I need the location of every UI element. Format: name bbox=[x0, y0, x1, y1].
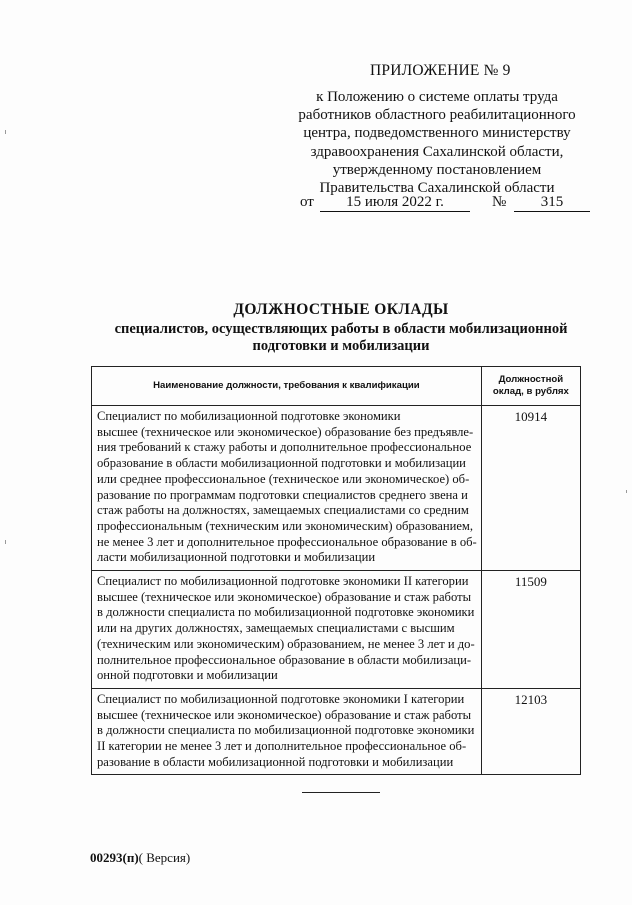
salary-amount: 10914 bbox=[481, 406, 580, 571]
table-header-row bbox=[92, 367, 581, 406]
order-number: 315 bbox=[514, 194, 590, 212]
description-line: полнительное профессиональное образование в области мобилизаци- bbox=[97, 652, 472, 667]
appendix-reference bbox=[282, 88, 592, 197]
table-row bbox=[92, 688, 581, 775]
description-line: онной подготовки и мобилизации bbox=[97, 668, 278, 683]
description-line: ласти мобилизационной подготовки и мобилизации bbox=[97, 550, 376, 565]
description-line: высшее (техническое или экономическое) образование без предъявле- bbox=[97, 424, 474, 439]
description-line: профессиональным (техническим или экономическим) образованием, bbox=[97, 518, 474, 533]
description-line: Специалист по мобилизационной подготовке экономики II категории bbox=[97, 574, 469, 589]
subtitle-line: специалистов, осуществляющих работы в области мобилизационной bbox=[114, 321, 568, 337]
order-date: 15 июля 2022 г. bbox=[320, 194, 470, 212]
description-line: разование в области мобилизационной подготовки и мобилизации bbox=[97, 754, 454, 769]
description-line: ния требований к стажу работы и дополнительное профессиональное bbox=[97, 440, 472, 455]
document-version: ( Версия) bbox=[138, 850, 191, 865]
subtitle-line: подготовки и мобилизации bbox=[252, 338, 430, 354]
scan-artifact bbox=[5, 130, 6, 134]
description-line: образование в области мобилизационной подготовки и мобилизации bbox=[97, 456, 466, 471]
description-line: в должности специалиста по мобилизационной подготовке экономики bbox=[97, 605, 475, 620]
position-description bbox=[92, 406, 482, 571]
salary-amount: 11509 bbox=[481, 571, 580, 689]
position-description bbox=[92, 688, 482, 775]
closing-rule bbox=[302, 792, 380, 793]
salary-table bbox=[91, 366, 581, 775]
appendix-line: центра, подведомственного министерству bbox=[303, 125, 571, 142]
appendix-line: к Положению о системе оплаты труда bbox=[316, 89, 558, 105]
table-row bbox=[92, 406, 581, 571]
appendix-line: работников областного реабилитационного bbox=[298, 107, 576, 124]
scan-artifact bbox=[5, 540, 6, 544]
description-line: Специалист по мобилизационной подготовке экономики I категории bbox=[97, 691, 465, 706]
appendix-line: утвержденному постановлением bbox=[332, 161, 542, 178]
description-line: в должности специалиста по мобилизационной подготовке экономики bbox=[97, 723, 475, 738]
header-position: Наименование должности, требования к квалификации bbox=[92, 367, 482, 406]
description-line: (техническим или экономическим) образованием, не менее 3 лет и до- bbox=[97, 636, 475, 651]
document-code: 00293(п) bbox=[90, 850, 139, 865]
description-line: стаж работы на должностях, замещаемых специалистами со средним bbox=[97, 503, 469, 518]
description-line: или среднее профессиональное (техническое или экономическое) об- bbox=[97, 471, 470, 486]
document-title: ДОЛЖНОСТНЫЕ ОКЛАДЫ bbox=[233, 301, 449, 318]
header-salary-line: оклад, в рублях bbox=[492, 386, 569, 397]
description-line: высшее (техническое или экономическое) образование и стаж работы bbox=[97, 589, 472, 604]
from-label: от bbox=[300, 194, 314, 210]
number-sign: № bbox=[492, 194, 507, 210]
description-line: или на других должностях, замещаемых специалистами с высшим bbox=[97, 621, 455, 636]
table-row bbox=[92, 571, 581, 689]
document-subtitle bbox=[100, 321, 582, 355]
header-salary-line: Должностной bbox=[498, 374, 564, 385]
appendix-title: ПРИЛОЖЕНИЕ № 9 bbox=[370, 62, 511, 79]
description-line: разование по программам подготовки специалистов среднего звена и bbox=[97, 487, 468, 502]
description-line: высшее (техническое или экономическое) образование и стаж работы bbox=[97, 707, 472, 722]
appendix-line: Правительства Сахалинской области bbox=[319, 180, 555, 197]
scan-artifact bbox=[626, 490, 627, 493]
position-description bbox=[92, 571, 482, 689]
description-line: Специалист по мобилизационной подготовке экономики bbox=[97, 409, 401, 423]
description-line: не менее 3 лет и дополнительное профессиональное образование в об- bbox=[97, 534, 477, 549]
salary-amount: 12103 bbox=[481, 688, 580, 775]
appendix-line: здравоохранения Сахалинской области, bbox=[310, 143, 564, 160]
footer-code bbox=[90, 850, 190, 866]
order-date-number bbox=[300, 194, 592, 214]
header-salary bbox=[481, 367, 580, 406]
description-line: II категории не менее 3 лет и дополнительное профессиональное об- bbox=[97, 739, 467, 754]
